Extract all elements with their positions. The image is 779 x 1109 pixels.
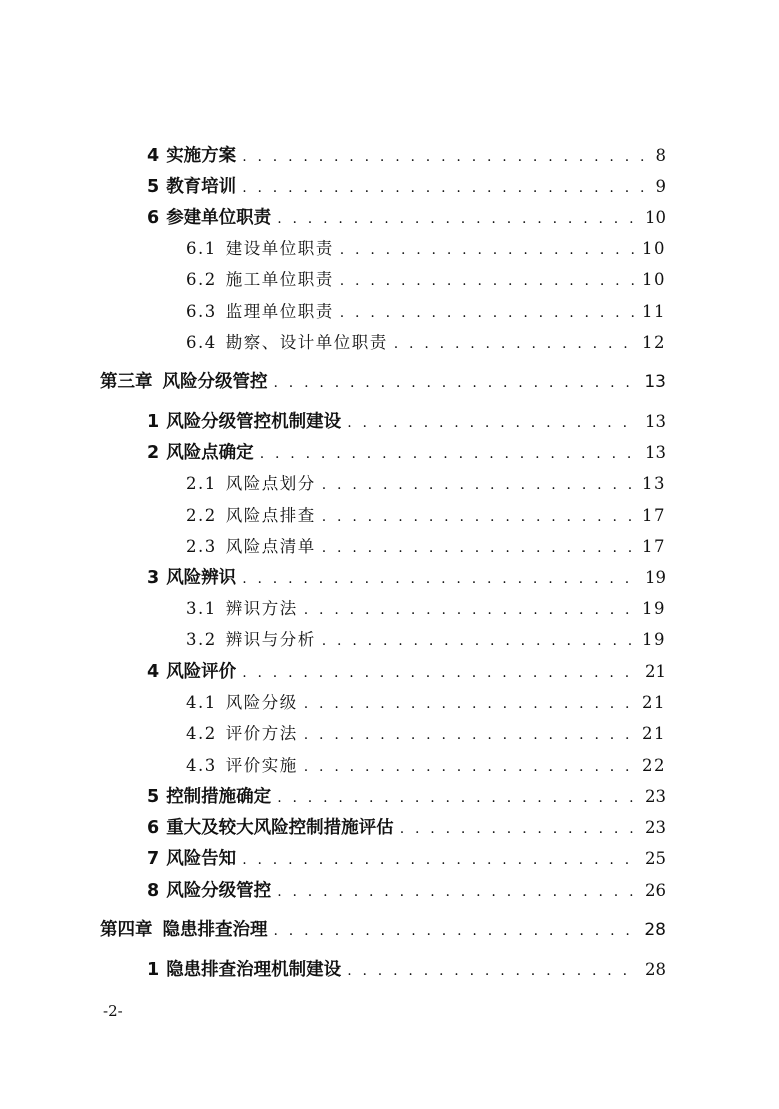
entry-page: 13	[642, 474, 666, 493]
dot-leader	[304, 759, 636, 775]
entry-number: 5	[147, 177, 160, 197]
toc-entry	[186, 533, 666, 559]
entry-page: 10	[642, 270, 666, 289]
entry-number: 4	[147, 146, 160, 166]
chapter-title: 风险分级管控	[162, 372, 268, 392]
dot-leader	[347, 415, 639, 431]
page-number: -2-	[103, 1002, 123, 1020]
entry-number: 6.1	[186, 239, 217, 258]
dot-leader	[322, 477, 636, 493]
dot-leader	[242, 665, 639, 681]
entry-title: 监理单位职责	[225, 302, 334, 321]
entry-title: 评价实施	[225, 756, 298, 775]
entry-title: 风险点划分	[225, 474, 316, 493]
entry-number: 4.1	[186, 693, 217, 712]
entry-number: 2.1	[186, 474, 217, 493]
dot-leader	[277, 211, 639, 227]
entry-title: 勘察、设计单位职责	[225, 333, 388, 352]
toc-entry	[147, 845, 666, 871]
entry-number: 6.2	[186, 270, 217, 289]
toc-entry	[186, 329, 666, 355]
entry-page: 26	[645, 881, 666, 900]
entry-page: 17	[642, 506, 666, 525]
toc-entry	[186, 626, 666, 652]
entry-number: 6	[147, 818, 160, 838]
dot-leader	[242, 180, 649, 196]
chapter-page: 28	[644, 920, 666, 940]
entry-title: 教育培训	[166, 177, 237, 197]
dot-leader	[340, 305, 636, 321]
dot-leader	[322, 540, 636, 556]
entry-number: 2.3	[186, 537, 217, 556]
chapter-page: 13	[644, 372, 666, 392]
toc-entry	[147, 142, 666, 168]
entry-page: 19	[642, 630, 666, 649]
toc-chapter	[100, 368, 666, 394]
entry-title: 风险分级管控	[166, 881, 272, 901]
entry-number: 7	[147, 849, 160, 869]
entry-page: 12	[642, 333, 666, 352]
dot-leader	[347, 963, 639, 979]
chapter-number: 第四章	[100, 920, 153, 940]
dot-leader	[322, 509, 636, 525]
entry-page: 9	[655, 177, 666, 196]
entry-title: 控制措施确定	[166, 787, 272, 807]
dot-leader	[277, 884, 639, 900]
toc-entry	[147, 877, 666, 903]
chapter-title: 隐患排查治理	[162, 920, 268, 940]
entry-page: 11	[642, 302, 666, 321]
toc-entry	[147, 783, 666, 809]
entry-page: 8	[655, 146, 666, 165]
entry-title: 辨识方法	[225, 599, 298, 618]
dot-leader	[400, 821, 639, 837]
toc-entry	[147, 439, 666, 465]
entry-title: 重大及较大风险控制措施评估	[166, 818, 394, 838]
toc-entry	[186, 502, 666, 528]
entry-title: 风险分级	[225, 693, 298, 712]
toc-entry	[186, 470, 666, 496]
entry-title: 隐患排查治理机制建设	[166, 960, 342, 980]
entry-number: 2	[147, 443, 160, 463]
toc-entry	[147, 204, 666, 230]
dot-leader	[304, 727, 636, 743]
toc-entry	[147, 173, 666, 199]
entry-page: 19	[645, 568, 666, 587]
entry-number: 4.2	[186, 724, 217, 743]
entry-page: 19	[642, 599, 666, 618]
entry-title: 风险告知	[166, 849, 237, 869]
entry-number: 8	[147, 881, 160, 901]
entry-number: 3	[147, 568, 160, 588]
entry-title: 风险评价	[166, 662, 237, 682]
entry-page: 21	[642, 693, 666, 712]
entry-number: 5	[147, 787, 160, 807]
entry-page: 25	[645, 849, 666, 868]
entry-number: 6.4	[186, 333, 217, 352]
dot-leader	[260, 446, 639, 462]
entry-title: 评价方法	[225, 724, 298, 743]
toc-entry	[186, 266, 666, 292]
toc-entry	[147, 814, 666, 840]
dot-leader	[242, 852, 639, 868]
entry-title: 风险点清单	[225, 537, 316, 556]
entry-title: 风险点确定	[166, 443, 254, 463]
entry-number: 3.1	[186, 599, 217, 618]
chapter-number: 第三章	[100, 372, 153, 392]
toc-entry	[147, 956, 666, 982]
dot-leader	[394, 336, 636, 352]
entry-title: 风险分级管控机制建设	[166, 412, 342, 432]
entry-page: 21	[642, 724, 666, 743]
entry-title: 施工单位职责	[225, 270, 334, 289]
toc-entry	[186, 720, 666, 746]
entry-number: 1	[147, 412, 160, 432]
entry-page: 10	[645, 208, 666, 227]
entry-page: 23	[645, 787, 666, 806]
entry-title: 风险辨识	[166, 568, 237, 588]
dot-leader	[340, 242, 636, 258]
entry-title: 参建单位职责	[166, 208, 272, 228]
toc-entry	[147, 408, 666, 434]
toc-entry	[186, 595, 666, 621]
entry-page: 17	[642, 537, 666, 556]
dot-leader	[304, 602, 636, 618]
entry-page: 10	[642, 239, 666, 258]
entry-page: 13	[645, 443, 666, 462]
toc-entry	[186, 752, 666, 778]
entry-number: 6.3	[186, 302, 217, 321]
dot-leader	[304, 696, 636, 712]
toc-entry	[186, 235, 666, 261]
dot-leader	[340, 273, 636, 289]
entry-page: 22	[642, 756, 666, 775]
dot-leader	[242, 149, 649, 165]
entry-page: 21	[645, 662, 666, 681]
entry-number: 6	[147, 208, 160, 228]
dot-leader	[274, 375, 639, 391]
entry-number: 1	[147, 960, 160, 980]
entry-number: 3.2	[186, 630, 217, 649]
entry-number: 2.2	[186, 506, 217, 525]
entry-page: 23	[645, 818, 666, 837]
entry-page: 13	[645, 412, 666, 431]
entry-title: 风险点排查	[225, 506, 316, 525]
toc-entry	[147, 658, 666, 684]
dot-leader	[242, 571, 639, 587]
toc-entry	[147, 564, 666, 590]
entry-title: 辨识与分析	[225, 630, 316, 649]
toc-entry	[186, 298, 666, 324]
toc-entry	[186, 689, 666, 715]
entry-title: 实施方案	[166, 146, 237, 166]
dot-leader	[322, 633, 636, 649]
dot-leader	[274, 923, 639, 939]
toc-chapter	[100, 916, 666, 942]
entry-title: 建设单位职责	[225, 239, 334, 258]
entry-page: 28	[645, 960, 666, 979]
entry-number: 4	[147, 662, 160, 682]
dot-leader	[277, 790, 639, 806]
entry-number: 4.3	[186, 756, 217, 775]
